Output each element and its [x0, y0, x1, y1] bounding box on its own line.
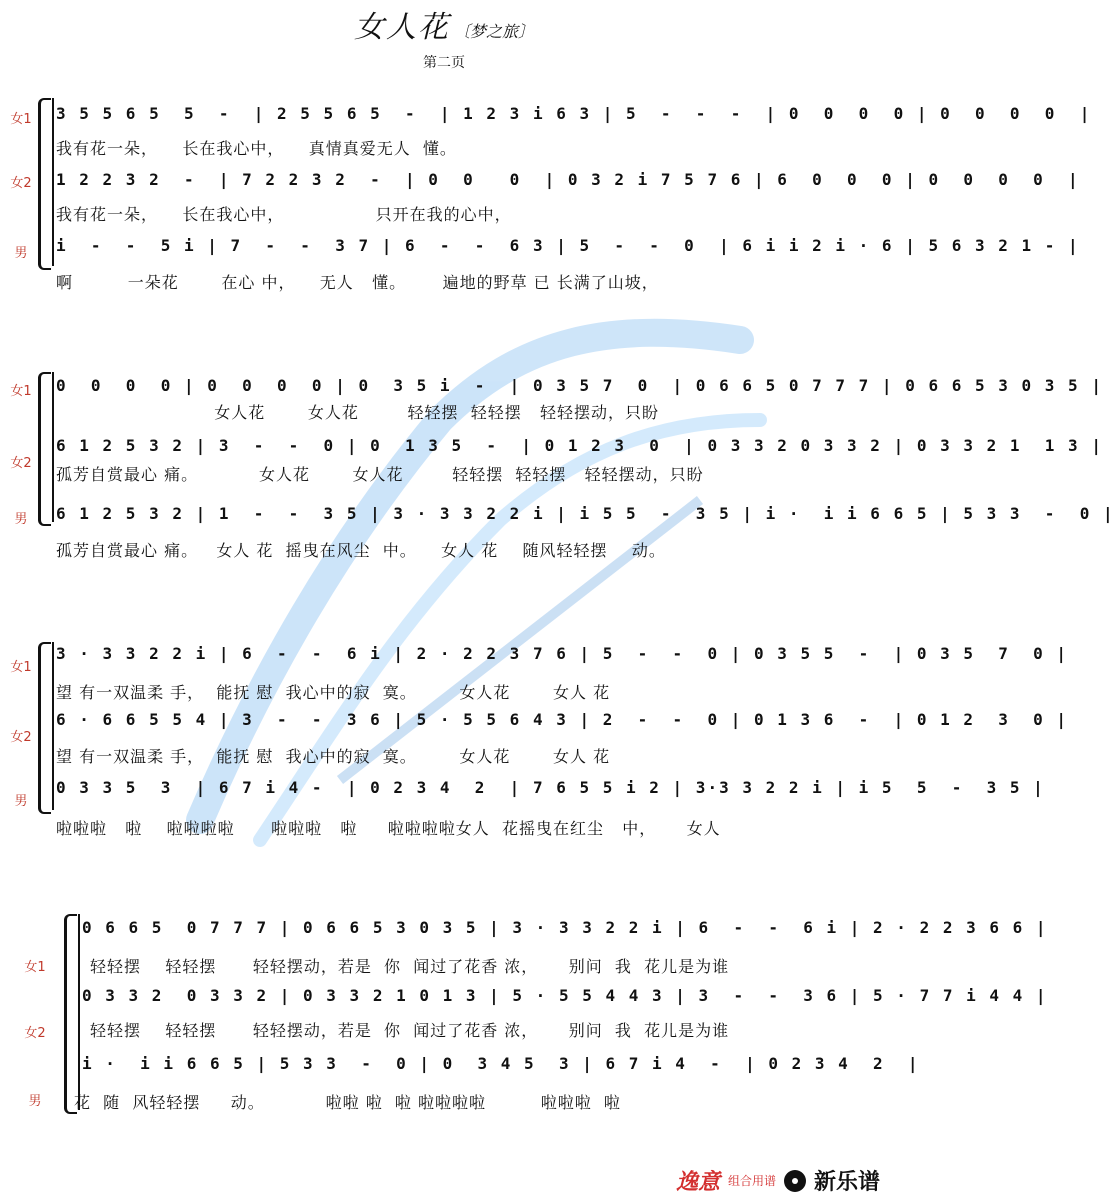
footer-logo: [676, 1165, 880, 1196]
lyrics-line: 我有花一朵， 长在我心中， 真情真爱无人 懂。: [56, 139, 457, 158]
brand-subtitle: 组合用谱: [727, 1174, 776, 1188]
system-barline: [52, 372, 54, 522]
voice-label: 女1: [10, 112, 32, 127]
lyrics-line: 孤芳自赏最心 痛。 女人花 女人花 轻轻摆 轻轻摆 轻轻摆动，只盼: [56, 465, 704, 484]
system-brace: [38, 642, 51, 814]
lyrics-line: 轻轻摆 轻轻摆 轻轻摆动，若是 你 闻过了花香 浓， 别问 我 花儿是为谁: [90, 1021, 730, 1040]
system-brace: [38, 98, 51, 270]
page-number: 第二页: [423, 55, 465, 71]
lyrics-line: 啊 一朵花 在心 中， 无人 懂。 遍地的野草 已 长满了山坡，: [56, 273, 659, 292]
voice-label: 女1: [10, 384, 32, 399]
notes-line: i - - 5 i | 7 - - 3 7 | 6 - - 6 3 | 5 - - 0 | 6 i i 2 i · 6 | 5 6 3 2 1 - |: [56, 236, 1080, 255]
system-1: [0, 92, 1092, 302]
lyrics-line: 望 有一双温柔 手， 能抚 慰 我心中的寂 寞。 女人花 女人 花: [56, 747, 611, 766]
notes-line: 6 1 2 5 3 2 | 1 - - 3 5 | 3 · 3 3 2 2 i | i 5 5 - 3 5 | i · i i 6 6 5 | 5 3 3 - 0 |: [56, 504, 1115, 523]
vinyl-disc-icon: [784, 1170, 806, 1192]
voice-label: 女2: [24, 1026, 46, 1041]
song-subtitle: 〔梦之旅〕: [453, 22, 534, 41]
system-4: [0, 910, 1048, 1120]
lyrics-line: 花 随 风轻轻摆 动。 啦啦 啦 啦 啦啦啦啦 啦啦啦 啦: [74, 1093, 621, 1112]
voice-label: 女2: [10, 176, 32, 191]
notes-line: 0 3 3 2 0 3 3 2 | 0 3 3 2 1 0 1 3 | 5 · 5 5 4 4 3 | 3 - - 3 6 | 5 · 7 7 i 4 4 |: [82, 986, 1048, 1005]
voice-label: 女1: [24, 960, 46, 975]
brand-name: 逸意: [675, 1170, 720, 1195]
system-barline: [52, 98, 54, 266]
voice-label: 男: [14, 512, 28, 527]
notes-line: i · i i 6 6 5 | 5 3 3 - 0 | 0 3 4 5 3 | 6 7 i 4 - | 0 2 3 4 2 |: [82, 1054, 920, 1073]
system-barline: [78, 914, 80, 1110]
score-title: [0, 2, 888, 46]
system-barline: [52, 642, 54, 810]
notes-line: 6 1 2 5 3 2 | 3 - - 0 | 0 1 3 5 - | 0 1 2 3 0 | 0 3 3 2 0 3 3 2 | 0 3 3 2 1 1 3 |: [56, 436, 1103, 455]
voice-label: 男: [14, 794, 28, 809]
lyrics-line: 女人花 女人花 轻轻摆 轻轻摆 轻轻摆动，只盼: [56, 403, 659, 422]
song-title: 女人花: [353, 10, 450, 45]
voice-label: 女2: [10, 730, 32, 745]
voice-label: 女2: [10, 456, 32, 471]
notes-line: 3 · 3 3 2 2 i | 6 - - 6 i | 2 · 2 2 3 7 6 | 5 - - 0 | 0 3 5 5 - | 0 3 5 7 0 |: [56, 644, 1069, 663]
voice-label: 男: [28, 1094, 42, 1109]
notes-line: 1 2 2 3 2 - | 7 2 2 3 2 - | 0 0 0 | 0 3 2 i 7 5 7 6 | 6 0 0 0 | 0 0 0 0 |: [56, 170, 1080, 189]
voice-label: 男: [14, 246, 28, 261]
site-name: 新乐谱: [813, 1170, 880, 1195]
lyrics-line: 孤芳自赏最心 痛。 女人 花 摇曳在风尘 中。 女人 花 随风轻轻摆 动。: [56, 541, 666, 560]
system-3: [0, 638, 1069, 848]
notes-line: 0 6 6 5 0 7 7 7 | 0 6 6 5 3 0 3 5 | 3 · 3 3 2 2 i | 6 - - 6 i | 2 · 2 2 3 6 6 |: [82, 918, 1048, 937]
lyrics-line: 啦啦啦 啦 啦啦啦啦 啦啦啦 啦 啦啦啦啦女人 花摇曳在红尘 中， 女人: [56, 819, 721, 838]
notes-line: 0 0 0 0 | 0 0 0 0 | 0 3 5 i - | 0 3 5 7 0 | 0 6 6 5 0 7 7 7 | 0 6 6 5 3 0 3 5 |: [56, 376, 1103, 395]
system-2: [0, 368, 1115, 568]
voice-label: 女1: [10, 660, 32, 675]
system-brace: [64, 914, 77, 1114]
notes-line: 0 3 3 5 3 | 6 7 i 4 - | 0 2 3 4 2 | 7 6 5 5 i 2 | 3·3 3 2 2 i | i 5 5 - 3 5 |: [56, 778, 1045, 797]
lyrics-line: 轻轻摆 轻轻摆 轻轻摆动，若是 你 闻过了花香 浓， 别问 我 花儿是为谁: [90, 957, 730, 976]
lyrics-line: 望 有一双温柔 手， 能抚 慰 我心中的寂 寞。 女人花 女人 花: [56, 683, 611, 702]
notes-line: 6 · 6 6 5 5 4 | 3 - - 3 6 | 5 · 5 5 6 4 3 | 2 - - 0 | 0 1 3 6 - | 0 1 2 3 0 |: [56, 710, 1069, 729]
system-brace: [38, 372, 51, 526]
notes-line: 3 5 5 6 5 5 - | 2 5 5 6 5 - | 1 2 3 i 6 3 | 5 - - - | 0 0 0 0 | 0 0 0 0 |: [56, 104, 1092, 123]
lyrics-line: 我有花一朵， 长在我心中， 只开在我的心中，: [56, 205, 512, 224]
